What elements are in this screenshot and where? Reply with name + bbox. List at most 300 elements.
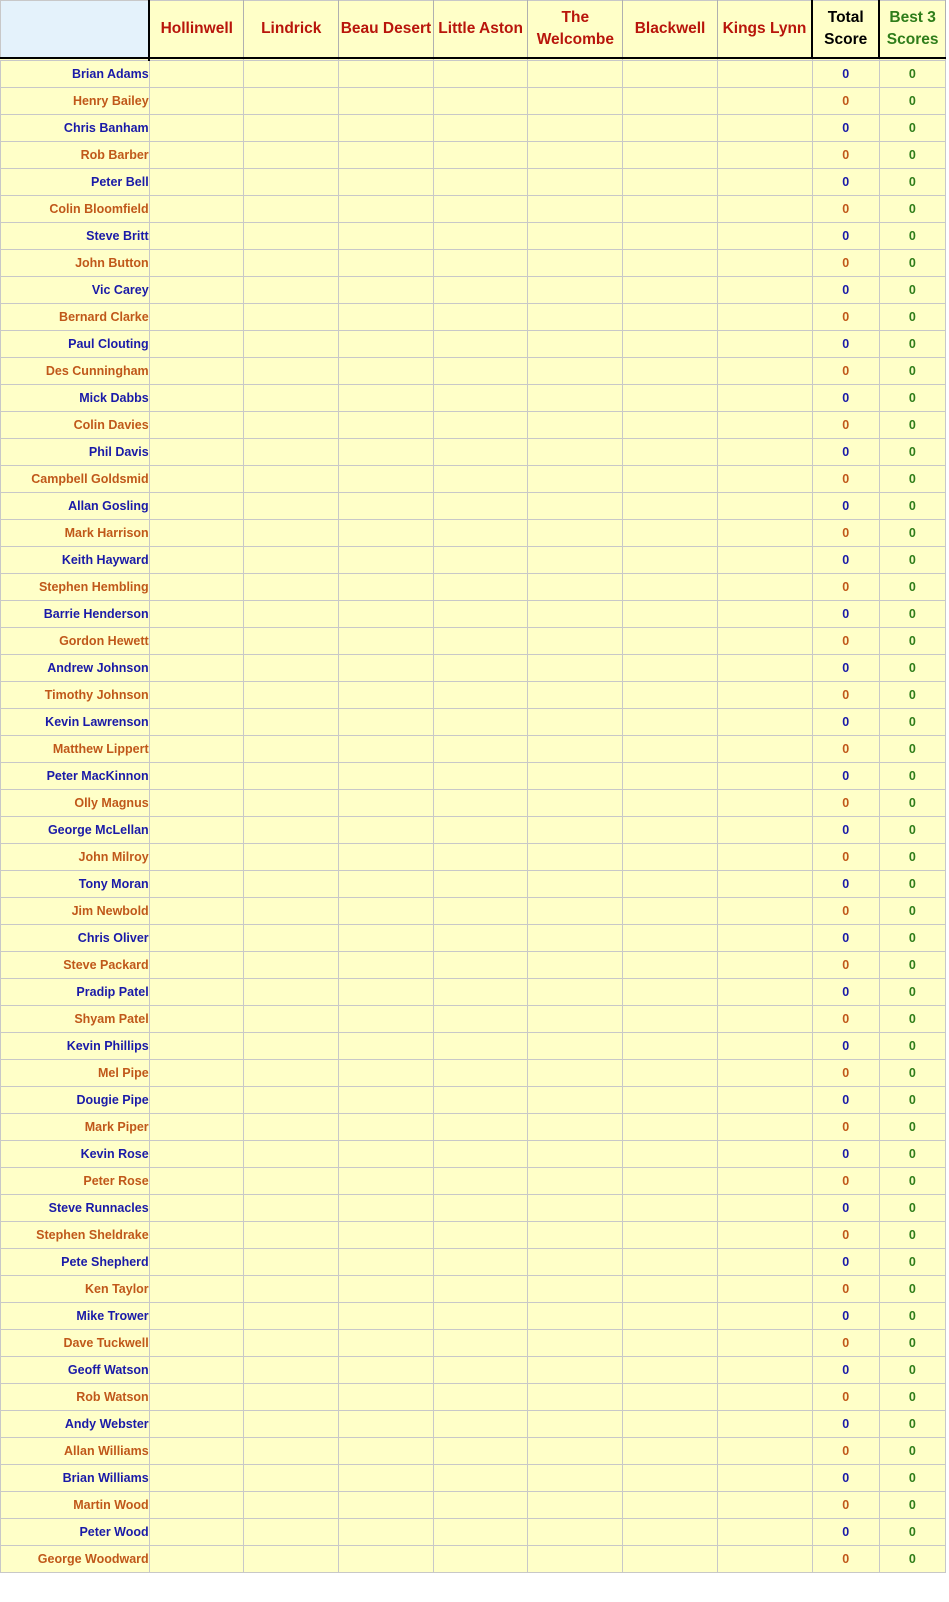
player-name-cell[interactable]: Geoff Watson	[1, 1357, 150, 1384]
total-score-cell[interactable]: 0	[812, 223, 879, 250]
best-3-scores-cell[interactable]: 0	[879, 1465, 945, 1492]
player-name-cell[interactable]: Vic Carey	[1, 277, 150, 304]
course-score-cell[interactable]	[717, 250, 812, 277]
course-score-cell[interactable]	[623, 223, 718, 250]
course-score-cell[interactable]	[149, 1438, 244, 1465]
best-3-scores-cell[interactable]: 0	[879, 1330, 945, 1357]
course-score-cell[interactable]	[149, 1303, 244, 1330]
course-score-cell[interactable]	[433, 196, 528, 223]
course-score-cell[interactable]	[717, 1330, 812, 1357]
course-score-cell[interactable]	[433, 1492, 528, 1519]
best-3-scores-cell[interactable]: 0	[879, 142, 945, 169]
course-score-cell[interactable]	[717, 790, 812, 817]
course-score-cell[interactable]	[433, 1114, 528, 1141]
course-score-cell[interactable]	[528, 412, 623, 439]
total-score-cell[interactable]: 0	[812, 331, 879, 358]
course-score-cell[interactable]	[717, 466, 812, 493]
course-score-cell[interactable]	[717, 979, 812, 1006]
course-score-cell[interactable]	[623, 88, 718, 115]
course-score-cell[interactable]	[244, 1249, 339, 1276]
course-score-cell[interactable]	[717, 682, 812, 709]
course-score-cell[interactable]	[339, 1330, 434, 1357]
course-score-cell[interactable]	[623, 439, 718, 466]
course-score-cell[interactable]	[623, 1276, 718, 1303]
course-score-cell[interactable]	[528, 871, 623, 898]
course-score-cell[interactable]	[623, 1330, 718, 1357]
course-score-cell[interactable]	[623, 898, 718, 925]
course-score-cell[interactable]	[528, 1438, 623, 1465]
player-name-cell[interactable]: Colin Bloomfield	[1, 196, 150, 223]
course-score-cell[interactable]	[717, 1465, 812, 1492]
best-3-scores-cell[interactable]: 0	[879, 601, 945, 628]
player-name-cell[interactable]: Andrew Johnson	[1, 655, 150, 682]
course-score-cell[interactable]	[339, 1141, 434, 1168]
course-score-cell[interactable]	[149, 871, 244, 898]
course-score-cell[interactable]	[339, 1519, 434, 1546]
course-score-cell[interactable]	[244, 925, 339, 952]
course-score-cell[interactable]	[339, 1438, 434, 1465]
course-score-cell[interactable]	[623, 1357, 718, 1384]
course-score-cell[interactable]	[528, 1465, 623, 1492]
total-score-cell[interactable]: 0	[812, 61, 879, 88]
best-3-scores-cell[interactable]: 0	[879, 1249, 945, 1276]
course-score-cell[interactable]	[433, 1168, 528, 1195]
course-score-cell[interactable]	[717, 412, 812, 439]
course-score-cell[interactable]	[528, 142, 623, 169]
total-score-cell[interactable]: 0	[812, 439, 879, 466]
course-score-cell[interactable]	[149, 520, 244, 547]
course-score-cell[interactable]	[717, 655, 812, 682]
player-name-cell[interactable]: Allan Williams	[1, 1438, 150, 1465]
course-score-cell[interactable]	[433, 655, 528, 682]
best-3-scores-cell[interactable]: 0	[879, 871, 945, 898]
best-3-scores-cell[interactable]: 0	[879, 1546, 945, 1573]
course-score-cell[interactable]	[623, 466, 718, 493]
course-score-cell[interactable]	[149, 1519, 244, 1546]
course-score-cell[interactable]	[149, 628, 244, 655]
course-score-cell[interactable]	[433, 1357, 528, 1384]
course-score-cell[interactable]	[149, 385, 244, 412]
course-score-cell[interactable]	[149, 1033, 244, 1060]
course-score-cell[interactable]	[149, 1546, 244, 1573]
total-score-cell[interactable]: 0	[812, 844, 879, 871]
course-score-cell[interactable]	[149, 682, 244, 709]
best-3-scores-cell[interactable]: 0	[879, 1006, 945, 1033]
course-score-cell[interactable]	[717, 520, 812, 547]
course-score-cell[interactable]	[623, 142, 718, 169]
course-header-blackwell[interactable]: Blackwell	[623, 1, 718, 59]
course-score-cell[interactable]	[339, 952, 434, 979]
course-score-cell[interactable]	[339, 223, 434, 250]
course-score-cell[interactable]	[244, 1276, 339, 1303]
course-score-cell[interactable]	[244, 898, 339, 925]
course-score-cell[interactable]	[717, 1168, 812, 1195]
course-score-cell[interactable]	[244, 979, 339, 1006]
player-name-cell[interactable]: Shyam Patel	[1, 1006, 150, 1033]
course-score-cell[interactable]	[717, 1492, 812, 1519]
course-score-cell[interactable]	[244, 547, 339, 574]
player-name-cell[interactable]: Mark Piper	[1, 1114, 150, 1141]
total-score-cell[interactable]: 0	[812, 1060, 879, 1087]
player-name-cell[interactable]: Peter MacKinnon	[1, 763, 150, 790]
course-score-cell[interactable]	[339, 61, 434, 88]
total-score-cell[interactable]: 0	[812, 871, 879, 898]
best-3-scores-cell[interactable]: 0	[879, 277, 945, 304]
course-score-cell[interactable]	[149, 547, 244, 574]
course-score-cell[interactable]	[623, 601, 718, 628]
course-score-cell[interactable]	[339, 115, 434, 142]
course-score-cell[interactable]	[528, 763, 623, 790]
course-score-cell[interactable]	[339, 817, 434, 844]
course-score-cell[interactable]	[433, 871, 528, 898]
course-score-cell[interactable]	[244, 709, 339, 736]
course-score-cell[interactable]	[433, 1033, 528, 1060]
total-score-cell[interactable]: 0	[812, 1357, 879, 1384]
course-score-cell[interactable]	[717, 709, 812, 736]
course-score-cell[interactable]	[339, 142, 434, 169]
course-score-cell[interactable]	[149, 1276, 244, 1303]
course-score-cell[interactable]	[623, 979, 718, 1006]
course-score-cell[interactable]	[149, 61, 244, 88]
course-score-cell[interactable]	[339, 1087, 434, 1114]
player-name-cell[interactable]: Dougie Pipe	[1, 1087, 150, 1114]
course-score-cell[interactable]	[339, 250, 434, 277]
course-score-cell[interactable]	[433, 385, 528, 412]
course-score-cell[interactable]	[433, 1438, 528, 1465]
course-score-cell[interactable]	[244, 952, 339, 979]
course-score-cell[interactable]	[149, 925, 244, 952]
course-score-cell[interactable]	[244, 1384, 339, 1411]
course-score-cell[interactable]	[528, 898, 623, 925]
course-score-cell[interactable]	[528, 466, 623, 493]
total-score-cell[interactable]: 0	[812, 466, 879, 493]
best-3-scores-cell[interactable]: 0	[879, 358, 945, 385]
course-score-cell[interactable]	[244, 1087, 339, 1114]
player-name-cell[interactable]: Keith Hayward	[1, 547, 150, 574]
player-name-cell[interactable]: Des Cunningham	[1, 358, 150, 385]
best-3-scores-cell[interactable]: 0	[879, 1060, 945, 1087]
course-score-cell[interactable]	[623, 655, 718, 682]
course-score-cell[interactable]	[623, 385, 718, 412]
best-3-scores-cell[interactable]: 0	[879, 61, 945, 88]
total-score-cell[interactable]: 0	[812, 1330, 879, 1357]
course-score-cell[interactable]	[623, 1546, 718, 1573]
best-3-scores-cell[interactable]: 0	[879, 979, 945, 1006]
course-score-cell[interactable]	[339, 655, 434, 682]
total-score-cell[interactable]: 0	[812, 493, 879, 520]
course-score-cell[interactable]	[149, 358, 244, 385]
course-score-cell[interactable]	[528, 736, 623, 763]
best-3-scores-cell[interactable]: 0	[879, 790, 945, 817]
best-3-scores-cell[interactable]: 0	[879, 655, 945, 682]
total-score-cell[interactable]: 0	[812, 1006, 879, 1033]
course-score-cell[interactable]	[528, 169, 623, 196]
course-score-cell[interactable]	[717, 1438, 812, 1465]
best-3-scores-cell[interactable]: 0	[879, 169, 945, 196]
course-score-cell[interactable]	[244, 844, 339, 871]
course-score-cell[interactable]	[244, 1141, 339, 1168]
course-score-cell[interactable]	[244, 412, 339, 439]
player-name-cell[interactable]: Matthew Lippert	[1, 736, 150, 763]
course-score-cell[interactable]	[717, 1384, 812, 1411]
course-score-cell[interactable]	[717, 1411, 812, 1438]
course-score-cell[interactable]	[528, 574, 623, 601]
total-score-cell[interactable]: 0	[812, 1114, 879, 1141]
course-score-cell[interactable]	[244, 1060, 339, 1087]
best-3-scores-cell[interactable]: 0	[879, 574, 945, 601]
total-score-cell[interactable]: 0	[812, 1168, 879, 1195]
course-score-cell[interactable]	[244, 169, 339, 196]
course-score-cell[interactable]	[339, 1222, 434, 1249]
course-score-cell[interactable]	[339, 88, 434, 115]
best-3-scores-cell[interactable]: 0	[879, 88, 945, 115]
course-score-cell[interactable]	[244, 88, 339, 115]
course-score-cell[interactable]	[149, 1249, 244, 1276]
course-score-cell[interactable]	[717, 1087, 812, 1114]
course-score-cell[interactable]	[339, 169, 434, 196]
course-score-cell[interactable]	[149, 763, 244, 790]
total-score-cell[interactable]: 0	[812, 1087, 879, 1114]
course-score-cell[interactable]	[717, 1006, 812, 1033]
course-score-cell[interactable]	[339, 871, 434, 898]
course-score-cell[interactable]	[433, 1411, 528, 1438]
course-score-cell[interactable]	[623, 952, 718, 979]
total-score-cell[interactable]: 0	[812, 709, 879, 736]
best-3-scores-cell[interactable]: 0	[879, 466, 945, 493]
course-score-cell[interactable]	[433, 925, 528, 952]
course-score-cell[interactable]	[623, 1168, 718, 1195]
total-score-cell[interactable]: 0	[812, 898, 879, 925]
course-score-cell[interactable]	[623, 1438, 718, 1465]
course-score-cell[interactable]	[528, 709, 623, 736]
course-score-cell[interactable]	[244, 763, 339, 790]
course-score-cell[interactable]	[717, 1195, 812, 1222]
course-score-cell[interactable]	[244, 304, 339, 331]
course-score-cell[interactable]	[433, 169, 528, 196]
best-3-scores-cell[interactable]: 0	[879, 952, 945, 979]
course-score-cell[interactable]	[149, 1222, 244, 1249]
best-3-scores-cell[interactable]: 0	[879, 1033, 945, 1060]
course-score-cell[interactable]	[339, 520, 434, 547]
player-name-cell[interactable]: Jim Newbold	[1, 898, 150, 925]
course-score-cell[interactable]	[149, 709, 244, 736]
best-3-scores-cell[interactable]: 0	[879, 304, 945, 331]
course-score-cell[interactable]	[623, 520, 718, 547]
course-score-cell[interactable]	[433, 439, 528, 466]
course-header-kings-lynn[interactable]: Kings Lynn	[717, 1, 812, 59]
total-score-cell[interactable]: 0	[812, 1411, 879, 1438]
course-score-cell[interactable]	[433, 358, 528, 385]
course-score-cell[interactable]	[528, 952, 623, 979]
course-score-cell[interactable]	[433, 736, 528, 763]
total-score-header[interactable]: Total Score	[812, 1, 879, 59]
course-score-cell[interactable]	[623, 817, 718, 844]
course-score-cell[interactable]	[623, 1195, 718, 1222]
total-score-cell[interactable]: 0	[812, 1195, 879, 1222]
best-3-scores-cell[interactable]: 0	[879, 1195, 945, 1222]
course-score-cell[interactable]	[528, 1303, 623, 1330]
course-score-cell[interactable]	[433, 304, 528, 331]
course-score-cell[interactable]	[339, 574, 434, 601]
course-score-cell[interactable]	[528, 331, 623, 358]
course-score-cell[interactable]	[339, 1168, 434, 1195]
course-score-cell[interactable]	[433, 223, 528, 250]
course-score-cell[interactable]	[339, 1060, 434, 1087]
course-score-cell[interactable]	[339, 628, 434, 655]
course-score-cell[interactable]	[717, 169, 812, 196]
player-name-cell[interactable]: Stephen Hembling	[1, 574, 150, 601]
course-score-cell[interactable]	[149, 1006, 244, 1033]
course-score-cell[interactable]	[717, 844, 812, 871]
course-score-cell[interactable]	[623, 682, 718, 709]
course-score-cell[interactable]	[717, 871, 812, 898]
course-score-cell[interactable]	[717, 628, 812, 655]
course-score-cell[interactable]	[623, 1087, 718, 1114]
course-score-cell[interactable]	[623, 736, 718, 763]
player-name-cell[interactable]: Barrie Henderson	[1, 601, 150, 628]
course-score-cell[interactable]	[528, 655, 623, 682]
course-score-cell[interactable]	[339, 277, 434, 304]
total-score-cell[interactable]: 0	[812, 385, 879, 412]
course-score-cell[interactable]	[623, 1411, 718, 1438]
course-score-cell[interactable]	[433, 1006, 528, 1033]
course-score-cell[interactable]	[149, 1330, 244, 1357]
best-3-scores-cell[interactable]: 0	[879, 250, 945, 277]
course-score-cell[interactable]	[433, 115, 528, 142]
course-score-cell[interactable]	[717, 304, 812, 331]
course-score-cell[interactable]	[528, 1060, 623, 1087]
course-score-cell[interactable]	[433, 1060, 528, 1087]
course-score-cell[interactable]	[717, 358, 812, 385]
course-score-cell[interactable]	[244, 196, 339, 223]
course-score-cell[interactable]	[149, 655, 244, 682]
total-score-cell[interactable]: 0	[812, 142, 879, 169]
course-score-cell[interactable]	[717, 817, 812, 844]
course-score-cell[interactable]	[244, 142, 339, 169]
player-name-cell[interactable]: Andy Webster	[1, 1411, 150, 1438]
course-score-cell[interactable]	[528, 817, 623, 844]
course-score-cell[interactable]	[433, 601, 528, 628]
course-score-cell[interactable]	[717, 1222, 812, 1249]
course-score-cell[interactable]	[433, 1384, 528, 1411]
course-header-the-welcombe[interactable]: The Welcombe	[528, 1, 623, 59]
course-score-cell[interactable]	[528, 1546, 623, 1573]
course-score-cell[interactable]	[433, 547, 528, 574]
course-score-cell[interactable]	[244, 1006, 339, 1033]
player-name-cell[interactable]: Chris Banham	[1, 115, 150, 142]
total-score-cell[interactable]: 0	[812, 1465, 879, 1492]
course-score-cell[interactable]	[149, 250, 244, 277]
player-name-cell[interactable]: Stephen Sheldrake	[1, 1222, 150, 1249]
best-3-scores-cell[interactable]: 0	[879, 547, 945, 574]
total-score-cell[interactable]: 0	[812, 952, 879, 979]
course-score-cell[interactable]	[623, 1384, 718, 1411]
course-score-cell[interactable]	[339, 547, 434, 574]
best-3-scores-cell[interactable]: 0	[879, 1141, 945, 1168]
total-score-cell[interactable]: 0	[812, 925, 879, 952]
total-score-cell[interactable]: 0	[812, 1222, 879, 1249]
course-score-cell[interactable]	[339, 1195, 434, 1222]
total-score-cell[interactable]: 0	[812, 304, 879, 331]
course-score-cell[interactable]	[528, 628, 623, 655]
course-score-cell[interactable]	[149, 1384, 244, 1411]
total-score-cell[interactable]: 0	[812, 1546, 879, 1573]
player-name-cell[interactable]: John Button	[1, 250, 150, 277]
player-name-cell[interactable]: Mark Harrison	[1, 520, 150, 547]
total-score-cell[interactable]: 0	[812, 1519, 879, 1546]
course-score-cell[interactable]	[244, 1411, 339, 1438]
best-3-scores-cell[interactable]: 0	[879, 115, 945, 142]
course-score-cell[interactable]	[339, 331, 434, 358]
course-score-cell[interactable]	[339, 304, 434, 331]
course-score-cell[interactable]	[339, 1384, 434, 1411]
course-score-cell[interactable]	[339, 1006, 434, 1033]
course-score-cell[interactable]	[149, 1087, 244, 1114]
course-score-cell[interactable]	[528, 304, 623, 331]
course-score-cell[interactable]	[717, 223, 812, 250]
course-score-cell[interactable]	[433, 979, 528, 1006]
course-score-cell[interactable]	[528, 196, 623, 223]
course-score-cell[interactable]	[528, 1141, 623, 1168]
best-3-scores-cell[interactable]: 0	[879, 763, 945, 790]
player-name-cell[interactable]: John Milroy	[1, 844, 150, 871]
course-score-cell[interactable]	[623, 871, 718, 898]
player-name-cell[interactable]: Bernard Clarke	[1, 304, 150, 331]
course-score-cell[interactable]	[717, 493, 812, 520]
best-3-scores-cell[interactable]: 0	[879, 682, 945, 709]
course-score-cell[interactable]	[528, 520, 623, 547]
player-name-cell[interactable]: Brian Williams	[1, 1465, 150, 1492]
course-header-little-aston[interactable]: Little Aston	[433, 1, 528, 59]
course-score-cell[interactable]	[339, 358, 434, 385]
player-name-cell[interactable]: George McLellan	[1, 817, 150, 844]
course-score-cell[interactable]	[433, 1303, 528, 1330]
best-3-scores-cell[interactable]: 0	[879, 898, 945, 925]
best-3-scores-cell[interactable]: 0	[879, 1303, 945, 1330]
course-score-cell[interactable]	[433, 628, 528, 655]
course-score-cell[interactable]	[149, 1168, 244, 1195]
course-score-cell[interactable]	[244, 1222, 339, 1249]
course-score-cell[interactable]	[244, 493, 339, 520]
best-3-scores-cell[interactable]: 0	[879, 1357, 945, 1384]
course-score-cell[interactable]	[623, 1060, 718, 1087]
course-score-cell[interactable]	[149, 790, 244, 817]
course-score-cell[interactable]	[433, 88, 528, 115]
course-score-cell[interactable]	[623, 1492, 718, 1519]
course-score-cell[interactable]	[244, 790, 339, 817]
corner-cell[interactable]	[1, 1, 150, 59]
course-score-cell[interactable]	[339, 844, 434, 871]
player-name-cell[interactable]: Paul Clouting	[1, 331, 150, 358]
course-score-cell[interactable]	[528, 979, 623, 1006]
course-score-cell[interactable]	[339, 925, 434, 952]
total-score-cell[interactable]: 0	[812, 277, 879, 304]
best-3-scores-cell[interactable]: 0	[879, 439, 945, 466]
course-score-cell[interactable]	[623, 358, 718, 385]
course-score-cell[interactable]	[623, 1249, 718, 1276]
player-name-cell[interactable]: Campbell Goldsmid	[1, 466, 150, 493]
player-name-cell[interactable]: Rob Watson	[1, 1384, 150, 1411]
course-score-cell[interactable]	[433, 142, 528, 169]
course-score-cell[interactable]	[244, 736, 339, 763]
best-3-scores-cell[interactable]: 0	[879, 817, 945, 844]
course-score-cell[interactable]	[149, 304, 244, 331]
best-3-scores-cell[interactable]: 0	[879, 412, 945, 439]
player-name-cell[interactable]: Steve Packard	[1, 952, 150, 979]
total-score-cell[interactable]: 0	[812, 763, 879, 790]
course-score-cell[interactable]	[623, 196, 718, 223]
course-score-cell[interactable]	[717, 1060, 812, 1087]
